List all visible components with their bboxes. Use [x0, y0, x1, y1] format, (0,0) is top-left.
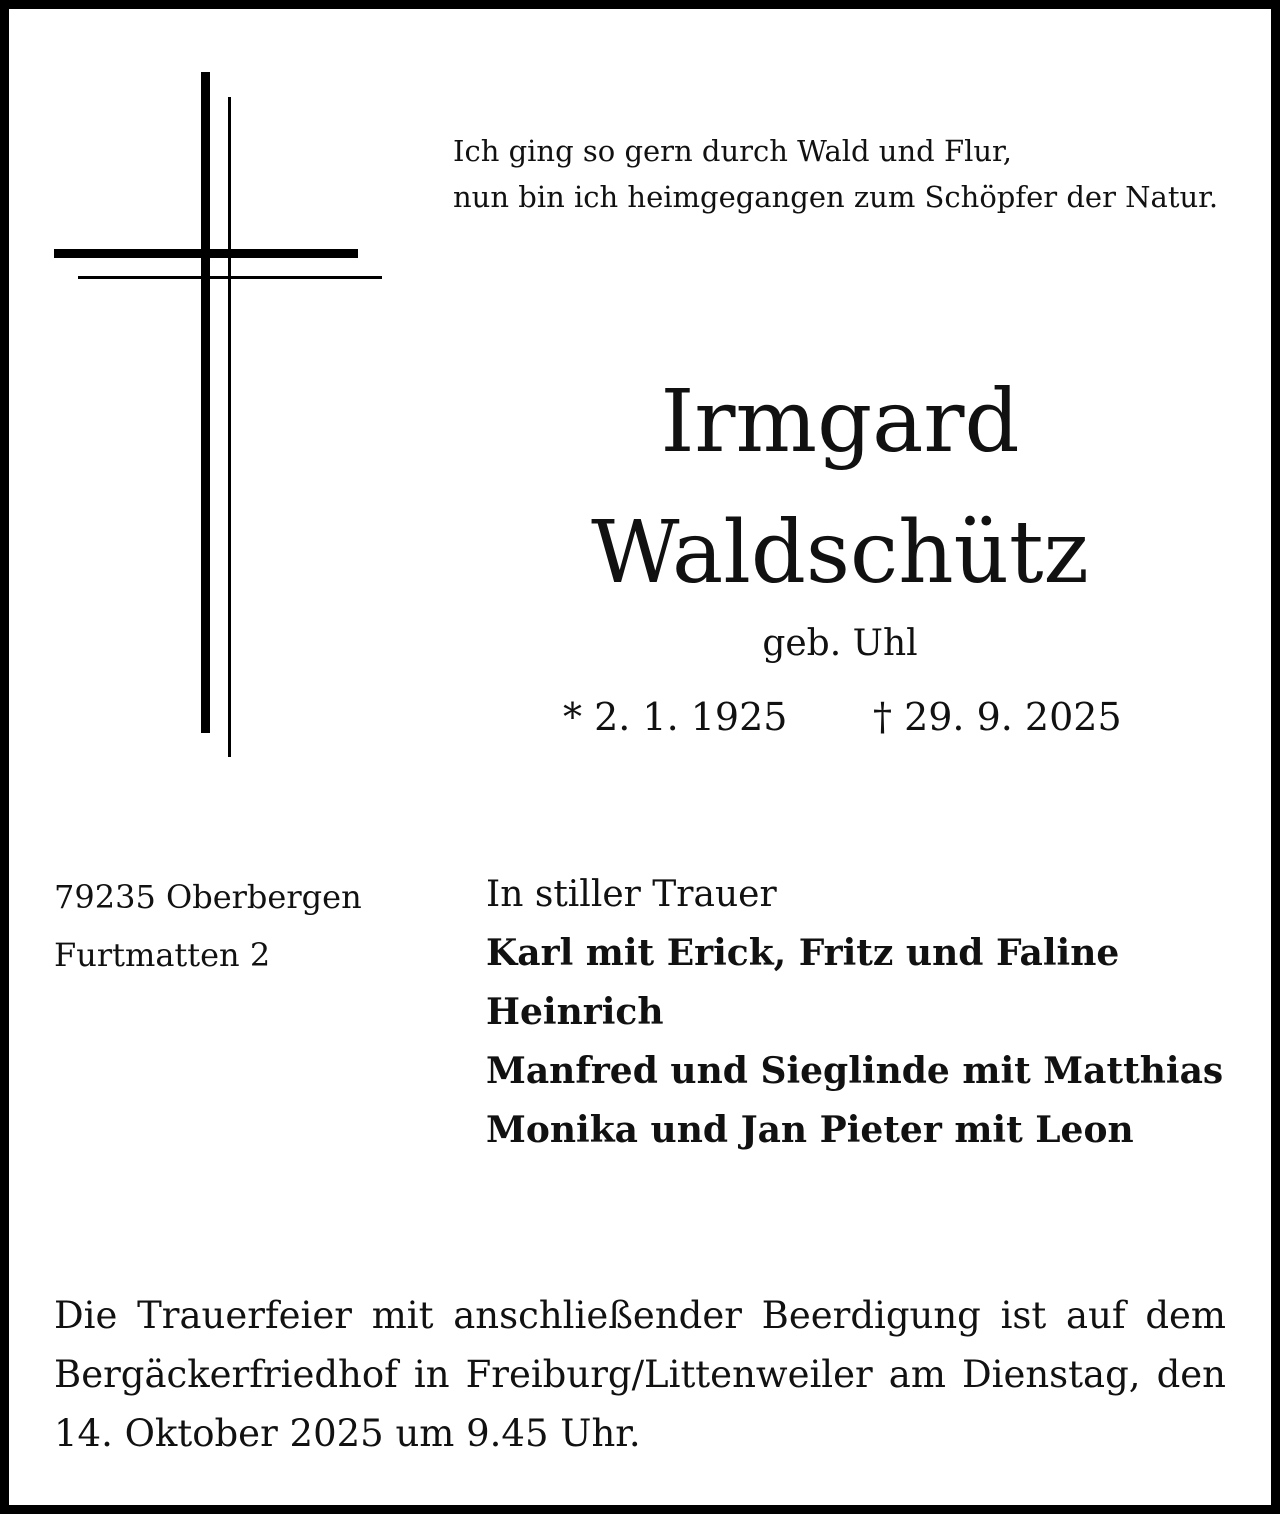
cross-horizontal-thin: [78, 276, 382, 279]
deceased-last-name: Waldschütz: [591, 503, 1089, 603]
cross-horizontal-thick: [54, 249, 358, 258]
address-line: 79235 Oberbergen: [54, 878, 362, 916]
death-date: † 29. 9. 2025: [873, 695, 1122, 739]
deceased-first-name: Irmgard: [660, 372, 1020, 472]
address-line: Furtmatten 2: [54, 936, 271, 974]
birth-date: * 2. 1. 1925: [563, 695, 788, 739]
cross-vertical-thin: [228, 97, 231, 757]
mourner-name: Manfred und Sieglinde mit Matthias: [486, 1050, 1224, 1092]
maiden-name: geb. Uhl: [762, 623, 918, 664]
mourner-name: Heinrich: [486, 991, 664, 1033]
service-announcement: Die Trauerfeier mit anschließender Beerdigung ist auf dem Bergäckerfriedhof in Freiburg/Littenweiler am Dienstag, den 14. Oktober 2025 um 9.45 Uhr.: [54, 1294, 1226, 1455]
mourning-intro: In stiller Trauer: [486, 874, 777, 915]
poem-line: Ich ging so gern durch Wald und Flur,: [453, 134, 1012, 168]
poem-line: nun bin ich heimgegangen zum Schöpfer der Natur.: [453, 180, 1219, 214]
mourner-name: Karl mit Erick, Fritz und Faline: [486, 932, 1120, 974]
cross-vertical-thick: [201, 72, 210, 733]
poem: [453, 128, 1218, 220]
address: [54, 868, 362, 984]
mourner-name: Monika und Jan Pieter mit Leon: [486, 1109, 1134, 1151]
mourners-block: [486, 865, 1223, 1160]
